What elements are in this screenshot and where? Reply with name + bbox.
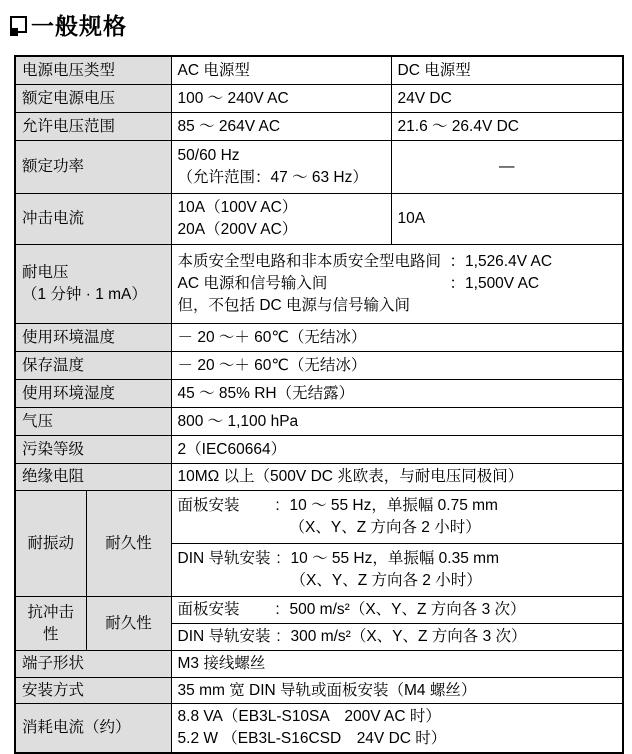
header-dc-type: DC 电源型 xyxy=(391,56,623,85)
mounting-method-value: 35 mm 宽 DIN 导轨或面板安装（M4 螺丝） xyxy=(171,678,623,704)
vibration-panel-line2: （X、Y、Z 方向各 2 小时） xyxy=(289,519,481,536)
vibration-din-mount-value xyxy=(171,544,623,597)
section-title xyxy=(0,0,632,42)
shock-panel-line xyxy=(178,599,619,621)
vibration-panel-line1: 10 ～ 55 Hz，单振幅 0.75 mm xyxy=(289,497,498,514)
general-specs-table xyxy=(14,55,624,754)
consumption-line1: 8.8 VA（EB3L-S10SA 200V AC 时） xyxy=(177,708,441,725)
allowed-range-ac: 85 ～ 264V AC xyxy=(171,113,391,141)
vibration-din-line1: 10 ～ 55 Hz，单振幅 0.35 mm xyxy=(290,550,499,567)
rated-voltage-ac: 100 ～ 240V AC xyxy=(171,85,391,113)
row-storage-temperature xyxy=(15,352,623,380)
withstand-line2-left: AC 电源和信号输入间 xyxy=(177,275,328,292)
row-withstand-voltage xyxy=(15,245,623,324)
row-label: 污染等级 xyxy=(15,436,171,464)
mount-type-label: DIN 导轨安装 xyxy=(177,628,271,645)
vibration-din-line xyxy=(178,548,619,592)
row-label: 额定功率 xyxy=(15,141,171,194)
shock-din-line xyxy=(178,626,619,648)
withstand-line2-right: ：1,500V AC xyxy=(449,275,540,292)
vibration-panel-content xyxy=(286,495,498,539)
row-sublabel-durability: 耐久性 xyxy=(86,597,171,651)
colon-separator: : xyxy=(276,628,281,645)
row-label: 耐振动 xyxy=(15,491,86,597)
shock-din-mount-value xyxy=(171,624,623,651)
row-inrush-current xyxy=(15,194,623,245)
inrush-ac-line2: 20A（200V AC） xyxy=(177,221,298,238)
row-label: 安装方式 xyxy=(15,678,171,704)
withstand-voltage-value xyxy=(171,245,623,324)
row-insulation-resistance xyxy=(15,464,623,491)
row-power-voltage-type xyxy=(15,56,623,85)
shock-label-text: 抗冲击性 xyxy=(27,603,74,643)
insulation-resistance-value: 10MΩ 以上（500V DC 兆欧表，与耐电压同极间） xyxy=(171,464,623,491)
mount-type-label: 面板安装 xyxy=(177,497,240,514)
mount-type-label: 面板安装 xyxy=(177,601,240,618)
row-air-pressure xyxy=(15,408,623,436)
vibration-panel-line xyxy=(178,495,619,539)
colon-separator: : xyxy=(275,497,280,514)
withstand-line1-right: ：1,526.4V AC xyxy=(449,253,553,270)
storage-temperature-value: － 20 ～＋ 60℃（无结冰） xyxy=(171,352,623,380)
row-label: 使用环境湿度 xyxy=(15,380,171,408)
vibration-din-content xyxy=(287,548,499,592)
row-current-consumption xyxy=(15,704,623,754)
row-label: 绝缘电阻 xyxy=(15,464,171,491)
row-shock-resistance xyxy=(15,597,623,624)
inrush-current-ac xyxy=(171,194,391,245)
consumption-line2: 5.2 W （EB3L-S16CSD 24V DC 时） xyxy=(177,730,447,747)
withstand-line2 xyxy=(178,273,619,295)
air-pressure-value: 800 ～ 1,100 hPa xyxy=(171,408,623,436)
row-rated-power xyxy=(15,141,623,194)
vibration-din-line2: （X、Y、Z 方向各 2 小时） xyxy=(290,572,482,589)
row-operating-temperature xyxy=(15,324,623,352)
inrush-ac-line1: 10A（100V AC） xyxy=(177,199,298,216)
withstand-line1-left: 本质安全型电路和非本质安全型电路间 xyxy=(177,253,442,270)
withstand-label-line2: （1 分钟 · 1 mA） xyxy=(22,286,147,303)
row-label: 气压 xyxy=(15,408,171,436)
operating-humidity-value: 45 ～ 85% RH（无结露） xyxy=(171,380,623,408)
row-operating-humidity xyxy=(15,380,623,408)
row-pollution-degree xyxy=(15,436,623,464)
terminal-style-value: M3 接线螺丝 xyxy=(171,651,623,678)
rated-power-ac xyxy=(171,141,391,194)
shock-panel-value: 500 m/s²（X、Y、Z 方向各 3 次） xyxy=(289,601,526,618)
row-label: 额定电源电压 xyxy=(15,85,171,113)
row-label xyxy=(15,597,86,651)
row-label: 冲击电流 xyxy=(15,194,171,245)
header-ac-type: AC 电源型 xyxy=(171,56,391,85)
row-label: 端子形状 xyxy=(15,651,171,678)
row-label: 消耗电流（约） xyxy=(15,704,171,754)
current-consumption-value xyxy=(171,704,623,754)
withstand-label-line1: 耐电压 xyxy=(22,264,69,281)
rated-power-ac-line2: （允许范围：47 ～ 63 Hz） xyxy=(177,169,368,186)
withstand-line3: 但，不包括 DC 电源与信号输入间 xyxy=(177,297,411,314)
rated-power-ac-line1: 50/60 Hz xyxy=(177,147,240,164)
row-label xyxy=(15,245,171,324)
row-label: 保存温度 xyxy=(15,352,171,380)
row-rated-voltage xyxy=(15,85,623,113)
row-label: 允许电压范围 xyxy=(15,113,171,141)
row-terminal-style xyxy=(15,651,623,678)
row-label: 使用环境温度 xyxy=(15,324,171,352)
operating-temperature-value: － 20 ～＋ 60℃（无结冰） xyxy=(171,324,623,352)
row-sublabel-durability: 耐久性 xyxy=(86,491,171,597)
mount-type-label: DIN 导轨安装 xyxy=(177,550,271,567)
rated-voltage-dc: 24V DC xyxy=(391,85,623,113)
row-allowed-voltage-range xyxy=(15,113,623,141)
rated-power-dc: — xyxy=(391,141,623,194)
pollution-degree-value: 2（IEC60664） xyxy=(171,436,623,464)
shock-din-value: 300 m/s²（X、Y、Z 方向各 3 次） xyxy=(290,628,527,645)
shock-panel-mount-value xyxy=(171,597,623,624)
allowed-range-dc: 21.6 ～ 26.4V DC xyxy=(391,113,623,141)
colon-separator: : xyxy=(275,601,280,618)
vibration-panel-mount-value xyxy=(171,491,623,544)
row-label: 电源电压类型 xyxy=(15,56,171,85)
inrush-current-dc: 10A xyxy=(391,194,623,245)
row-vibration-resistance xyxy=(15,491,623,544)
withstand-line1 xyxy=(178,251,619,273)
row-mounting-method xyxy=(15,678,623,704)
colon-separator: : xyxy=(276,550,281,567)
section-title-text: 一般规格 xyxy=(31,13,127,39)
square-bullet-icon xyxy=(10,16,27,33)
